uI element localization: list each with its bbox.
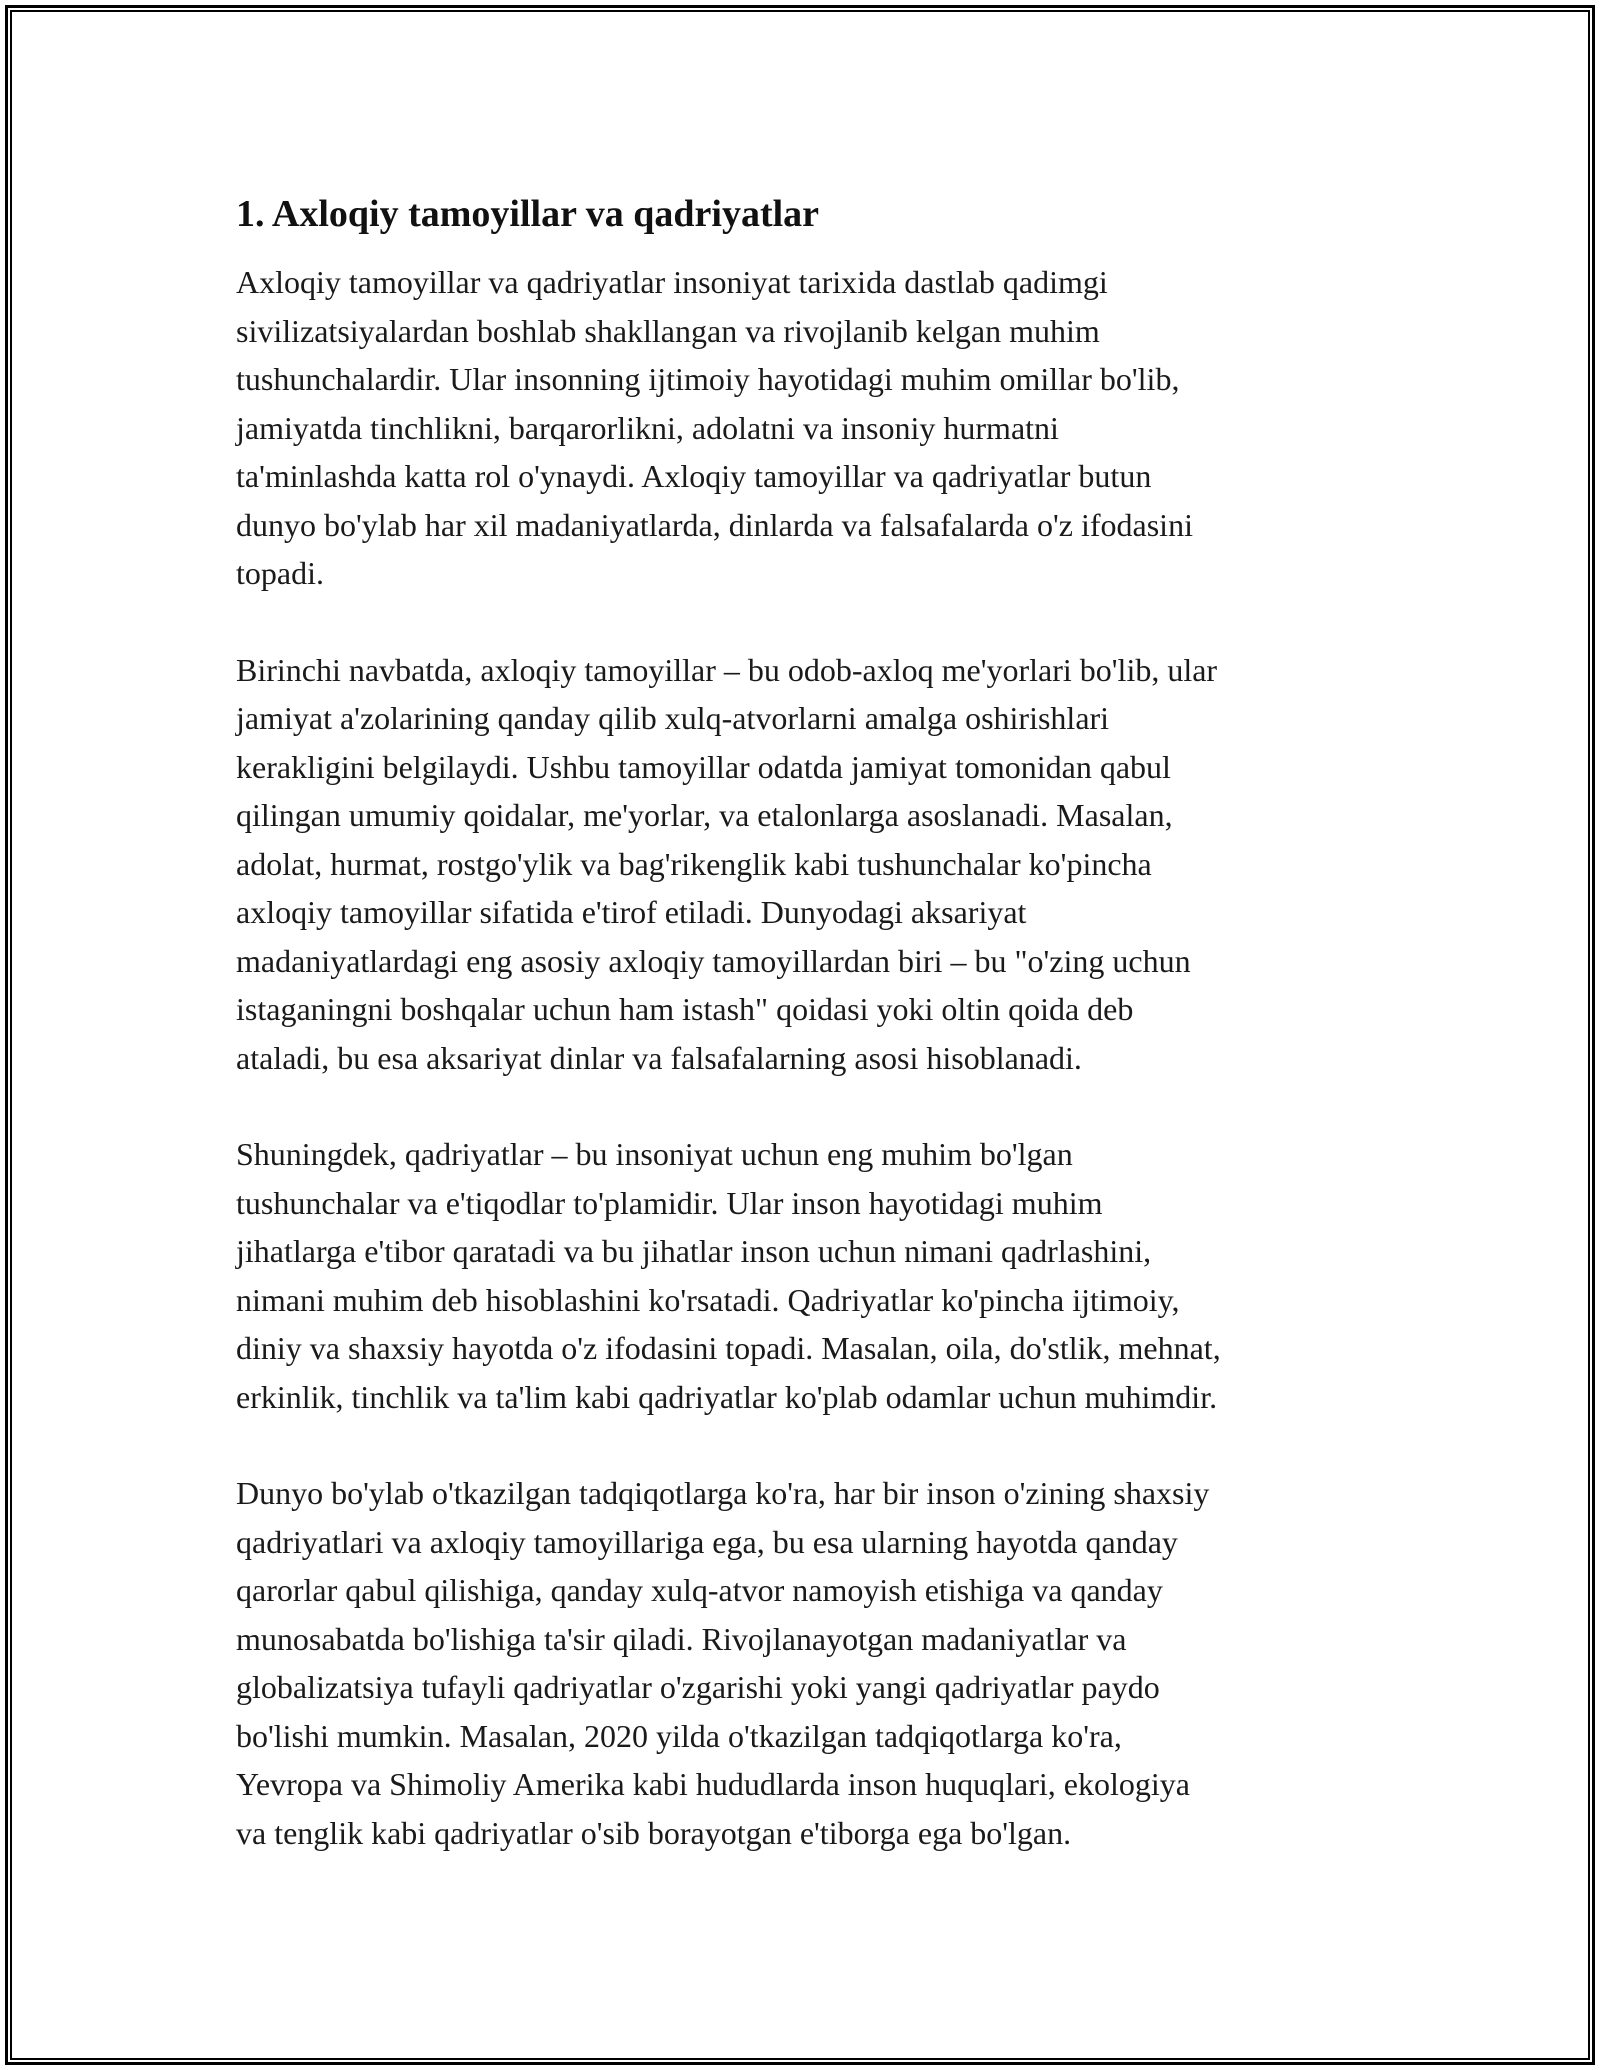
text-line: diniy va shaxsiy hayotda o'z ifodasini topadi. Masalan, oila, do'stlik, mehnat, [236, 1330, 1221, 1366]
text-line: munosabatda bo'lishiga ta'sir qiladi. Rivojlanayotgan madaniyatlar va [236, 1620, 1127, 1657]
text-line: axloqiy tamoyillar sifatida e'tirof etiladi. Dunyodagi aksariyat [236, 894, 1027, 930]
text-line: tushunchalar va e'tiqodlar to'plamidir. Ular inson hayotidagi muhim [236, 1184, 1103, 1221]
text-line: jihatlarga e'tibor qaratadi va bu jihatlar inson uchun nimani qadrlashini, [236, 1233, 1152, 1269]
paragraph-4 [236, 1469, 1376, 1857]
section-heading: 1. Axloqiy tamoyillar va qadriyatlar [236, 193, 820, 235]
paragraph-1 [236, 258, 1376, 598]
text-line: istaganingni boshqalar uchun ham istash" qoidasi yoki oltin qoida deb [236, 991, 1134, 1027]
text-line: qarorlar qabul qilishiga, qanday xulq-atvor namoyish etishiga va qanday [236, 1572, 1163, 1608]
text-line: Birinchi navbatda, axloqiy tamoyillar – bu odob-axloq me'yorlari bo'lib, ular [236, 651, 1218, 688]
text-line: tushunchalardir. Ular insonning ijtimoiy hayotidagi muhim omillar bo'lib, [236, 361, 1180, 397]
text-line: qadriyatlari va axloqiy tamoyillariga ega, bu esa ularning hayotda qanday [236, 1523, 1178, 1560]
paragraph-2 [236, 646, 1376, 1083]
text-line: qilingan umumiy qoidalar, me'yorlar, va etalonlarga asoslanadi. Masalan, [236, 797, 1173, 833]
text-line: jamiyatda tinchlikni, barqarorlikni, adolatni va insoniy hurmatni [236, 409, 1059, 446]
text-line: jamiyat a'zolarining qanday qilib xulq-atvorlarni amalga oshirishlari [236, 700, 1110, 736]
text-line: madaniyatlardagi eng asosiy axloqiy tamoyillardan biri – bu "o'zing uchun [236, 942, 1191, 979]
text-line: Axloqiy tamoyillar va qadriyatlar insoniyat tarixida dastlab qadimgi [236, 264, 1108, 300]
text-line: sivilizatsiyalardan boshlab shakllangan va rivojlanib kelgan muhim [236, 312, 1100, 349]
document-body [236, 190, 1376, 1905]
text-line: Yevropa va Shimoliy Amerika kabi hududlarda inson huquqlari, ekologiya [236, 1766, 1190, 1802]
paragraph-3 [236, 1130, 1376, 1421]
text-line: globalizatsiya tufayli qadriyatlar o'zgarishi yoki yangi qadriyatlar paydo [236, 1669, 1160, 1705]
text-line: dunyo bo'ylab har xil madaniyatlarda, dinlarda va falsafalarda o'z ifodasini [236, 506, 1193, 543]
text-line: kerakligini belgilaydi. Ushbu tamoyillar odatda jamiyat tomonidan qabul [236, 748, 1171, 785]
text-line: Shuningdek, qadriyatlar – bu insoniyat uchun eng muhim bo'lgan [236, 1136, 1073, 1172]
text-line: Dunyo bo'ylab o'tkazilgan tadqiqotlarga ko'ra, har bir inson o'zining shaxsiy [236, 1475, 1210, 1511]
text-line: ataladi, bu esa aksariyat dinlar va falsafalarning asosi hisoblanadi. [236, 1039, 1082, 1076]
text-line: ta'minlashda katta rol o'ynaydi. Axloqiy tamoyillar va qadriyatlar butun [236, 458, 1152, 494]
text-line: adolat, hurmat, rostgo'ylik va bag'rikenglik kabi tushunchalar ko'pincha [236, 845, 1152, 882]
text-line: nimani muhim deb hisoblashini ko'rsatadi. Qadriyatlar ko'pincha ijtimoiy, [236, 1281, 1180, 1318]
text-line: erkinlik, tinchlik va ta'lim kabi qadriyatlar ko'plab odamlar uchun muhimdir. [236, 1378, 1218, 1415]
text-line: bo'lishi mumkin. Masalan, 2020 yilda o'tkazilgan tadqiqotlarga ko'ra, [236, 1717, 1122, 1754]
text-line: topadi. [236, 555, 324, 591]
text-line: va tenglik kabi qadriyatlar o'sib borayotgan e'tiborga ega bo'lgan. [236, 1814, 1072, 1851]
